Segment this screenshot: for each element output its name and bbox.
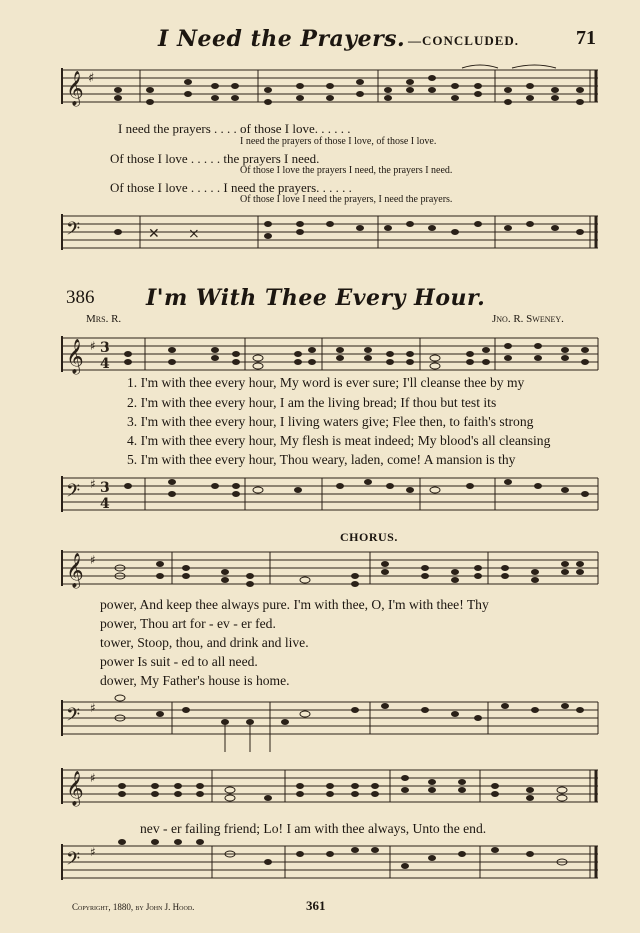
svg-text:♯: ♯ <box>90 339 96 353</box>
svg-text:𝄞: 𝄞 <box>66 771 84 806</box>
bass-staff-system-3 <box>0 692 640 758</box>
svg-text:3: 3 <box>100 340 110 356</box>
svg-text:✕: ✕ <box>148 226 160 242</box>
svg-text:𝄞: 𝄞 <box>66 553 84 588</box>
svg-text:𝄢: 𝄢 <box>66 219 81 244</box>
hymn-title: I'm With Thee Every Hour. <box>146 285 486 311</box>
svg-text:𝄞: 𝄞 <box>66 71 84 106</box>
treble-staff-system-2 <box>0 330 640 380</box>
words-author: Mrs. R. <box>86 313 122 325</box>
svg-text:♯: ♯ <box>90 845 96 859</box>
continuation-3: tower, Stoop, thou, and drink and live. <box>100 635 309 650</box>
verse-3: 3. I'm with thee every hour, I living waters give; Flee then, to faith's strong <box>127 414 534 429</box>
hymn1-lyric-line2: Of those I love . . . . . the prayers I need. <box>110 151 320 166</box>
svg-text:♯: ♯ <box>90 771 96 785</box>
hymn1-lyric-line1: I need the prayers . . . . of those I love. . . . . . <box>118 121 351 136</box>
final-lyric-line: nev - er failing friend; Lo! I am with thee always, Unto the end. <box>140 821 487 836</box>
footer-page-number: 361 <box>306 898 326 913</box>
continuation-5: dower, My Father's house is home. <box>100 673 290 688</box>
svg-text:𝄞: 𝄞 <box>66 339 84 374</box>
hymn1-lyric-line3: Of those I love . . . . . I need the prayers. . . . . . <box>110 180 352 195</box>
copyright-notice: Copyright, 1880, by John J. Hood. <box>72 902 195 912</box>
chorus-label: CHORUS. <box>340 530 398 544</box>
svg-text:4: 4 <box>100 496 110 512</box>
svg-text:𝄢: 𝄢 <box>66 849 81 874</box>
continuation-4: power Is suit - ed to all need. <box>100 654 258 669</box>
svg-text:♯: ♯ <box>90 701 96 715</box>
treble-staff-system-3 <box>0 544 640 596</box>
hymn1-alto-line2: Of those I love the prayers I need, the prayers I need. <box>240 165 453 176</box>
continuation-1: power, And keep thee always pure. I'm with thee, O, I'm with thee! Thy <box>100 597 489 612</box>
music-composer: Jno. R. Sweney. <box>492 313 564 325</box>
hymn1-alto-line1: I need the prayers of those I love, of those I love. <box>240 136 437 147</box>
page-header-title: I Need the Prayers. <box>158 26 406 52</box>
treble-staff-system-1 <box>0 62 640 112</box>
bass-staff-system-2 <box>0 470 640 518</box>
svg-text:♯: ♯ <box>88 71 95 86</box>
svg-text:♯: ♯ <box>90 477 96 491</box>
verse-5: 5. I'm with thee every hour, Thou weary, laden, come! A mansion is thy <box>127 452 516 467</box>
svg-text:3: 3 <box>100 480 110 496</box>
hymn-number: 386 <box>66 287 95 308</box>
svg-text:4: 4 <box>100 356 110 372</box>
page-header-subtitle: —CONCLUDED. <box>408 33 520 48</box>
svg-text:𝄢: 𝄢 <box>66 481 81 506</box>
bass-staff-system-4 <box>0 838 640 894</box>
verse-4: 4. I'm with thee every hour, My flesh is meat indeed; My blood's all cleansing <box>127 433 551 448</box>
verse-1: 1. I'm with thee every hour, My word is ever sure; I'll cleanse thee by my <box>127 375 525 390</box>
treble-staff-system-4 <box>0 762 640 814</box>
verse-2: 2. I'm with thee every hour, I am the living bread; If thou but test its <box>127 395 497 410</box>
continuation-2: power, Thou art for - ev - er fed. <box>100 616 276 631</box>
svg-text:♯: ♯ <box>90 553 96 567</box>
svg-text:𝄢: 𝄢 <box>66 705 81 730</box>
hymn1-alto-line3: Of those I love I need the prayers, I need the prayers. <box>240 194 453 205</box>
svg-text:⨯: ⨯ <box>188 226 200 242</box>
bass-staff-system-1 <box>0 208 640 256</box>
header-page-number: 71 <box>576 27 596 49</box>
